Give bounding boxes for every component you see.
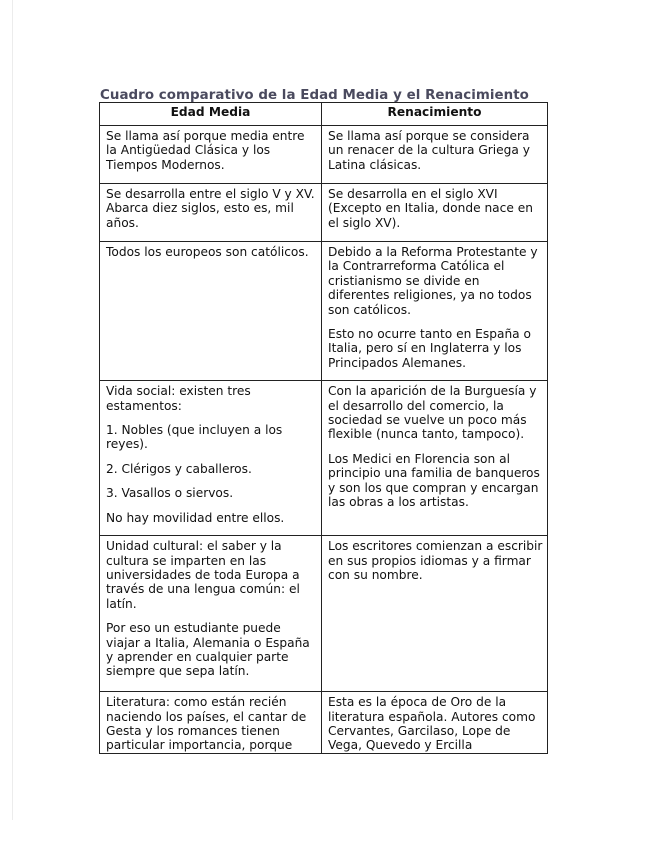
- table-row: [100, 381, 548, 536]
- header-edad-media: Edad Media: [100, 103, 322, 126]
- cell-renacimiento: [322, 692, 548, 754]
- table-row: [100, 536, 548, 692]
- cell-renacimiento: [322, 126, 548, 184]
- document-title: Cuadro comparativo de la Edad Media y el Renacimiento: [100, 88, 529, 103]
- cell-edad-media: [100, 692, 322, 754]
- cell-paragraph: No hay movilidad entre ellos.: [106, 510, 285, 525]
- cell-edad-media: [100, 381, 322, 536]
- page-edge: [12, 0, 13, 820]
- cell-edad-media: [100, 126, 322, 184]
- cell-paragraph: Debido a la Reforma Protestante y la Contrarreforma Católica el cristianismo se divide en diferentes religiones, ya no todos son católicos.: [328, 245, 538, 317]
- cell-paragraph: Con la aparición de la Burguesía y el desarrollo del comercio, la sociedad se vuelve un poco más flexible (nunca tanto, tampoco).: [328, 384, 537, 442]
- cell-paragraph: Esta es la época de Oro de la literatura española. Autores como Cervantes, Garcilaso, Lope de Vega, Quevedo y Ercilla: [328, 695, 536, 753]
- table-row: [100, 692, 548, 754]
- table-header-row: [100, 103, 548, 126]
- cell-paragraph: Se desarrolla en el siglo XVI (Excepto en Italia, donde nace en el siglo XV).: [328, 187, 533, 230]
- cell-edad-media: [100, 536, 322, 692]
- cell-renacimiento: [322, 242, 548, 381]
- cell-renacimiento: [322, 381, 548, 536]
- cell-paragraph: Esto no ocurre tanto en España o Italia, pero sí en Inglaterra y los Principados Alemanes.: [328, 327, 531, 370]
- cell-paragraph: 3. Vasallos o siervos.: [106, 486, 234, 501]
- cell-paragraph: Los escritores comienzan a escribir en sus propios idiomas y a firmar con su nombre.: [328, 539, 543, 582]
- cell-paragraph: Vida social: existen tres estamentos:: [106, 384, 251, 413]
- cell-renacimiento: [322, 536, 548, 692]
- table-row: [100, 126, 548, 184]
- cell-paragraph: 1. Nobles (que incluyen a los reyes).: [106, 423, 283, 452]
- cell-paragraph: Se llama así porque media entre la Antigüedad Clásica y los Tiempos Modernos.: [106, 129, 305, 172]
- table-row: [100, 184, 548, 242]
- cell-paragraph: Literatura: como están recién naciendo los países, el cantar de Gesta y los romances tienen particular importancia, porque: [106, 695, 307, 753]
- cell-edad-media: [100, 184, 322, 242]
- cell-edad-media: [100, 242, 322, 381]
- comparison-table: [99, 102, 548, 754]
- cell-paragraph: Los Medici en Florencia son al principio una familia de banqueros y son los que compran y encargan las obras a los artistas.: [328, 451, 540, 510]
- cell-paragraph: Se desarrolla entre el siglo V y XV. Abarca diez siglos, esto es, mil años.: [106, 187, 315, 230]
- cell-paragraph: Unidad cultural: el saber y la cultura se imparten en las universidades de toda Europa a través de una lengua común: el latín.: [106, 539, 300, 611]
- cell-paragraph: Por eso un estudiante puede viajar a Italia, Alemania o España y aprender en cualquier parte siempre que sepa latín.: [106, 621, 310, 679]
- table-row: [100, 242, 548, 381]
- cell-renacimiento: [322, 184, 548, 242]
- cell-paragraph: Se llama así porque se considera un renacer de la cultura Griega y Latina clásicas.: [328, 129, 530, 172]
- cell-paragraph: 2. Clérigos y caballeros.: [106, 461, 252, 476]
- cell-paragraph: Todos los europeos son católicos.: [106, 245, 309, 259]
- header-renacimiento: Renacimiento: [322, 103, 548, 126]
